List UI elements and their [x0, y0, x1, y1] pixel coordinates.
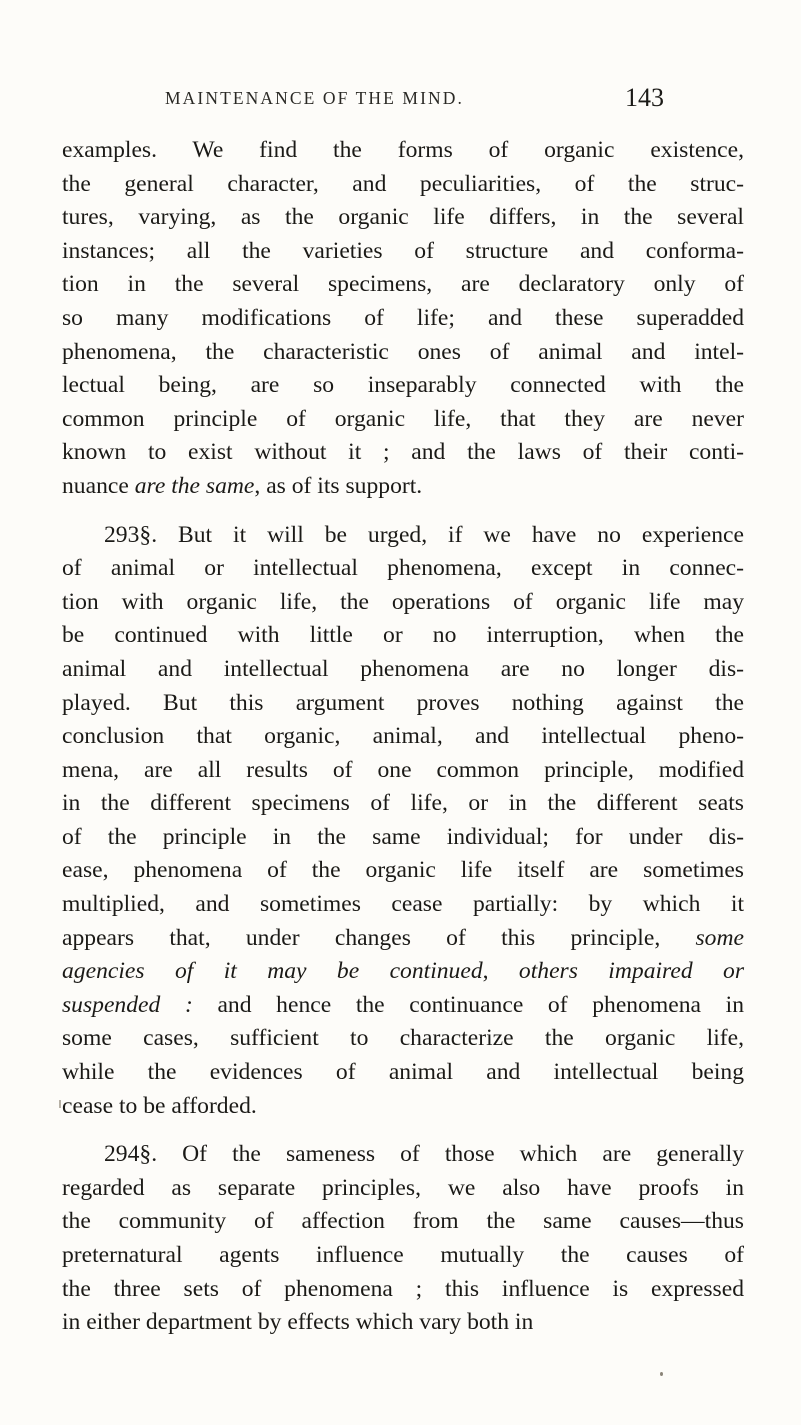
text-line — [62, 955, 744, 989]
text-run: animal and intellectual phenomena are no longer dis- — [62, 655, 744, 682]
text-line — [62, 1056, 744, 1090]
text-line — [62, 1205, 744, 1239]
text-line — [62, 922, 744, 956]
text-run: preternatural agents influence mutually the causes of — [62, 1242, 744, 1268]
text-run: common principle of organic life, that they are never — [62, 405, 744, 432]
text-line — [62, 1306, 744, 1340]
italic-run: agencies of it may be continued — [62, 958, 483, 985]
text-run: the community of affection from the same causes—thus — [62, 1208, 744, 1235]
text-line — [62, 403, 744, 437]
text-run: while the evidences of animal and intellectual being — [62, 1059, 744, 1086]
text-line — [62, 1138, 744, 1172]
text-run: conclusion that organic, animal, and intellectual pheno- — [62, 723, 744, 750]
text-run: appears that, under changes of this principle, — [62, 924, 696, 951]
text-run: some cases, sufficient to characterize the organic life, — [62, 1025, 744, 1052]
text-run: nuance — [62, 472, 135, 499]
text-line — [62, 586, 744, 620]
text-run: lectual being, are so inseparably connected with the — [62, 372, 744, 399]
text-line — [62, 821, 744, 855]
text-line — [62, 653, 744, 687]
text-line — [62, 134, 744, 168]
text-run: mena, are all results of one common principle, modified — [62, 756, 744, 783]
text-run: of the principle in the same individual; for under dis- — [62, 823, 744, 850]
text-line — [62, 552, 744, 586]
paragraph-gap — [62, 1123, 744, 1138]
text-run: 294§. Of the sameness of those which are generally — [104, 1141, 744, 1168]
paragraph — [62, 519, 744, 1124]
text-line — [62, 687, 744, 721]
text-line — [62, 1273, 744, 1307]
text-run: tion with organic life, the operations of organic life may — [62, 588, 744, 615]
text-run: of animal or intellectual phenomena, except in connec- — [62, 555, 744, 582]
page-speck — [660, 1372, 663, 1376]
text-line — [62, 1172, 744, 1206]
text-line — [62, 888, 744, 922]
text-line — [62, 619, 744, 653]
text-run: in either department by effects which vary both in — [62, 1309, 534, 1336]
text-line — [62, 1090, 744, 1124]
text-run: 293§. But it will be urged, if we have no experience — [104, 521, 744, 548]
text-line — [62, 336, 744, 370]
text-line — [62, 754, 744, 788]
text-run: in the different specimens of life, or in the different seats — [62, 790, 744, 817]
text-line — [62, 436, 744, 470]
text-line — [62, 720, 744, 754]
text-line — [62, 854, 744, 888]
running-title: MAINTENANCE OF THE MIND. — [165, 88, 464, 108]
text-run: be continued with little or no interruption, when the — [62, 622, 744, 649]
paragraph — [62, 134, 744, 504]
text-run: phenomena, the characteristic ones of animal and intel- — [62, 338, 744, 365]
margin-mark — [59, 1100, 61, 1108]
text-line — [62, 989, 744, 1023]
text-line — [62, 470, 744, 504]
text-run: regarded as separate principles, we also have proofs in — [62, 1174, 744, 1201]
text-line — [62, 369, 744, 403]
body-text — [62, 134, 744, 1340]
text-run: , — [482, 958, 519, 985]
text-run: the general character, and peculiarities, of the struc- — [62, 170, 744, 197]
text-run: played. But this argument proves nothing against the — [62, 689, 744, 716]
text-run: instances; all the varieties of structure and conforma- — [62, 237, 744, 264]
page-number: 143 — [625, 83, 664, 112]
text-line — [62, 1022, 744, 1056]
text-run: known to exist without it ; and the laws of their conti- — [62, 439, 744, 466]
italic-run: some — [695, 924, 744, 951]
text-run: multiplied, and sometimes cease partially: by which it — [62, 891, 744, 918]
text-line — [62, 302, 744, 336]
text-run: , as of its support. — [254, 472, 423, 499]
text-line — [62, 268, 744, 302]
text-run: ease, phenomena of the organic life itself are sometimes — [62, 857, 744, 884]
text-line — [62, 1239, 744, 1273]
page-header — [0, 83, 801, 118]
text-line — [62, 235, 744, 269]
text-line — [62, 201, 744, 235]
text-run: tures, varying, as the organic life differs, in the several — [62, 204, 744, 231]
text-line — [62, 787, 744, 821]
text-run: tion in the several specimens, are declaratory only of — [62, 271, 744, 298]
text-run: the three sets of phenomena ; this influence is expressed — [62, 1275, 744, 1302]
paragraph-gap — [62, 504, 744, 519]
italic-run: others impaired or — [518, 958, 744, 985]
text-run: and hence the continuance of phenomena in — [192, 991, 744, 1018]
text-run: cease to be afforded. — [62, 1092, 257, 1119]
paragraph — [62, 1138, 744, 1340]
text-run: so many modifications of life; and these superadded — [62, 304, 744, 331]
text-line — [62, 168, 744, 202]
italic-run: suspended : — [62, 991, 193, 1018]
text-line — [62, 519, 744, 553]
text-run: examples. We find the forms of organic existence, — [62, 137, 744, 163]
italic-run: are the same — [134, 472, 255, 499]
